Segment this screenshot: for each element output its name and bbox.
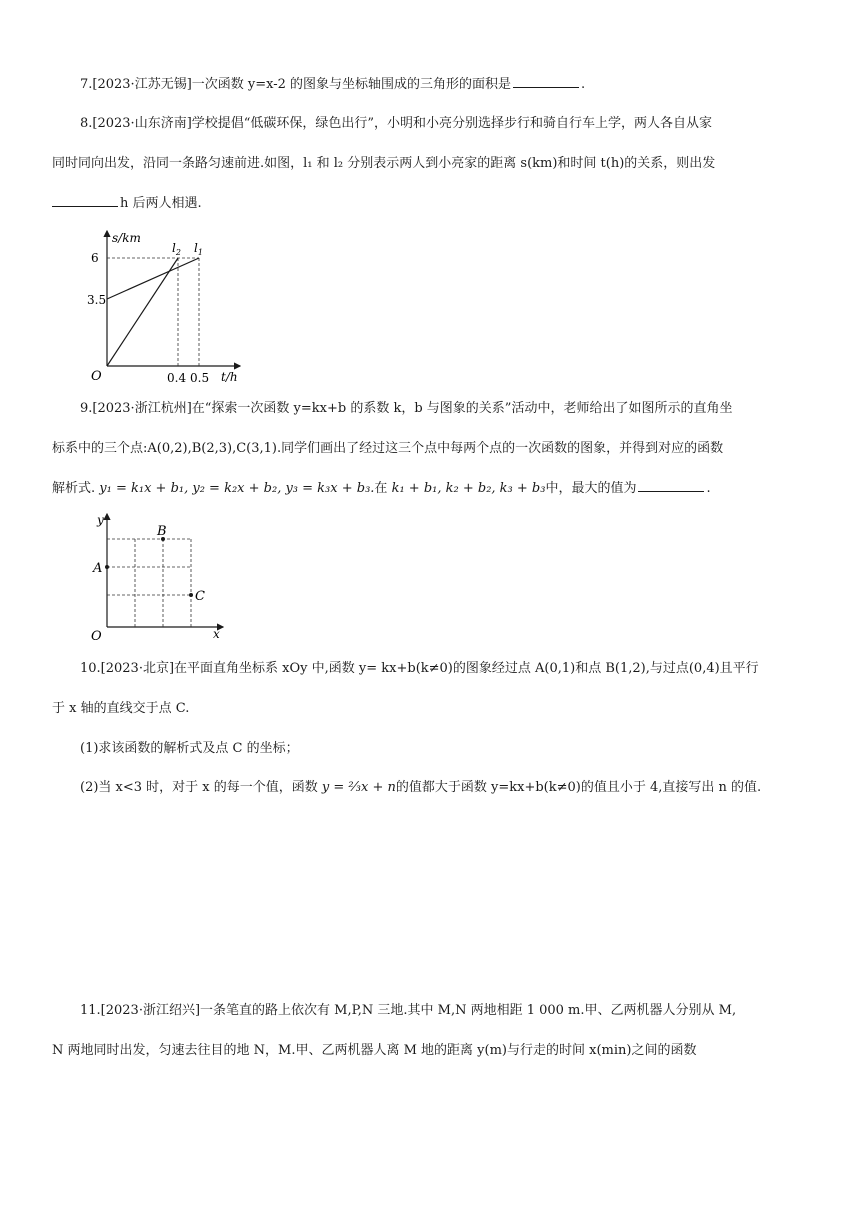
- question-7-text: 7.[2023·江苏无锡]一次函数 y=x-2 的图象与坐标轴围成的三角形的面积是: [80, 77, 512, 92]
- point-c: [189, 593, 193, 597]
- point-a-label: A: [93, 561, 103, 576]
- question-9-tail: 中，最大的值为: [545, 481, 637, 496]
- question-7-end: .: [581, 77, 586, 92]
- answer-blank-8[interactable]: [52, 194, 118, 207]
- origin-label: O: [91, 369, 102, 384]
- x-tick-0.4: 0.4: [167, 371, 187, 385]
- distance-time-graph: [85, 226, 245, 386]
- question-9-formula: y₁ = k₁x + b₁, y₂ = k₂x + b₂, y₃ = k₃x + b₃.: [99, 481, 375, 496]
- y-axis-label: s/km: [112, 231, 141, 245]
- question-8-line-3: [52, 194, 202, 213]
- question-8-line-1: 8.[2023·山东济南]学校提倡“低碳环保，绿色出行”，小明和小亮分别选择步行和骑自行车上学，两人各自从家: [80, 116, 713, 131]
- question-10-line-1: 10.[2023·北京]在平面直角坐标系 xOy 中,函数 y= kx+b(k≠0)的图象经过点 A(0,1)和点 B(1,2),与过点(0,4)且平行: [80, 661, 759, 676]
- y-tick-3.5: 3.5: [87, 293, 107, 307]
- question-10-formula: y = ²⁄₃x + n: [321, 780, 396, 795]
- question-11-line-2: N 两地同时出发，匀速去往目的地 N，M.甲、乙两机器人离 M 地的距离 y(m)与行走的时间 x(min)之间的函数: [52, 1043, 697, 1058]
- question-10-line-2: 于 x 轴的直线交于点 C.: [52, 701, 190, 716]
- dashed-grid: [107, 539, 191, 627]
- l2-label: $l_2$: [172, 241, 181, 257]
- point-c-label: C: [195, 589, 205, 604]
- line-l2: [107, 258, 178, 366]
- question-9-mid: 在: [374, 481, 388, 496]
- origin-label: O: [91, 629, 102, 644]
- y-tick-6: 6: [91, 251, 99, 265]
- question-8-tail: h 后两人相遇.: [120, 196, 202, 211]
- question-7: [80, 75, 585, 94]
- question-10-sub-2: [80, 779, 761, 797]
- question-9-line-2: 标系中的三个点:A(0,2),B(2,3),C(3,1).同学们画出了经过这三个点中每两个点的一次函数的图象，并得到对应的函数: [52, 441, 724, 456]
- question-10-sub-2-pre: (2)当 x<3 时，对于 x 的每一个值，函数: [80, 780, 318, 795]
- question-11-line-1: 11.[2023·浙江绍兴]一条笔直的路上依次有 M,P,N 三地.其中 M,N 两地相距 1 000 m.甲、乙两机器人分别从 M,: [80, 1003, 737, 1018]
- answer-blank-9[interactable]: [638, 479, 704, 492]
- question-10-sub-2-tail: 的值都大于函数 y=kx+b(k≠0)的值且小于 4,直接写出 n 的值.: [395, 780, 762, 795]
- x-axis-label: t/h: [221, 370, 238, 384]
- coordinate-points-graph: [85, 510, 230, 645]
- question-8-line-2: 同时同向出发，沿同一条路匀速前进.如图，l₁ 和 l₂ 分别表示两人到小亮家的距离 s(km)和时间 t(h)的关系，则出发: [52, 156, 716, 171]
- point-b-label: B: [157, 524, 167, 539]
- question-9-pre: 解析式.: [52, 481, 96, 496]
- question-9-line-1: 9.[2023·浙江杭州]在“探索一次函数 y=kx+b 的系数 k，b 与图象的关系”活动中，老师给出了如图所示的直角坐: [80, 401, 733, 416]
- x-tick-0.5: 0.5: [190, 371, 210, 385]
- question-9-line-3: [52, 479, 711, 498]
- question-9-end: .: [706, 481, 711, 496]
- l1-label: $l_1$: [194, 241, 203, 257]
- point-a: [105, 565, 109, 569]
- answer-blank-7[interactable]: [513, 75, 579, 88]
- x-axis-label: x: [213, 627, 220, 641]
- question-9-formula-2: k₁ + b₁, k₂ + b₂, k₃ + b₃: [391, 481, 546, 496]
- line-l1: [107, 258, 199, 299]
- y-axis-label: y: [97, 513, 104, 527]
- question-10-sub-1: (1)求该函数的解析式及点 C 的坐标；: [80, 741, 299, 756]
